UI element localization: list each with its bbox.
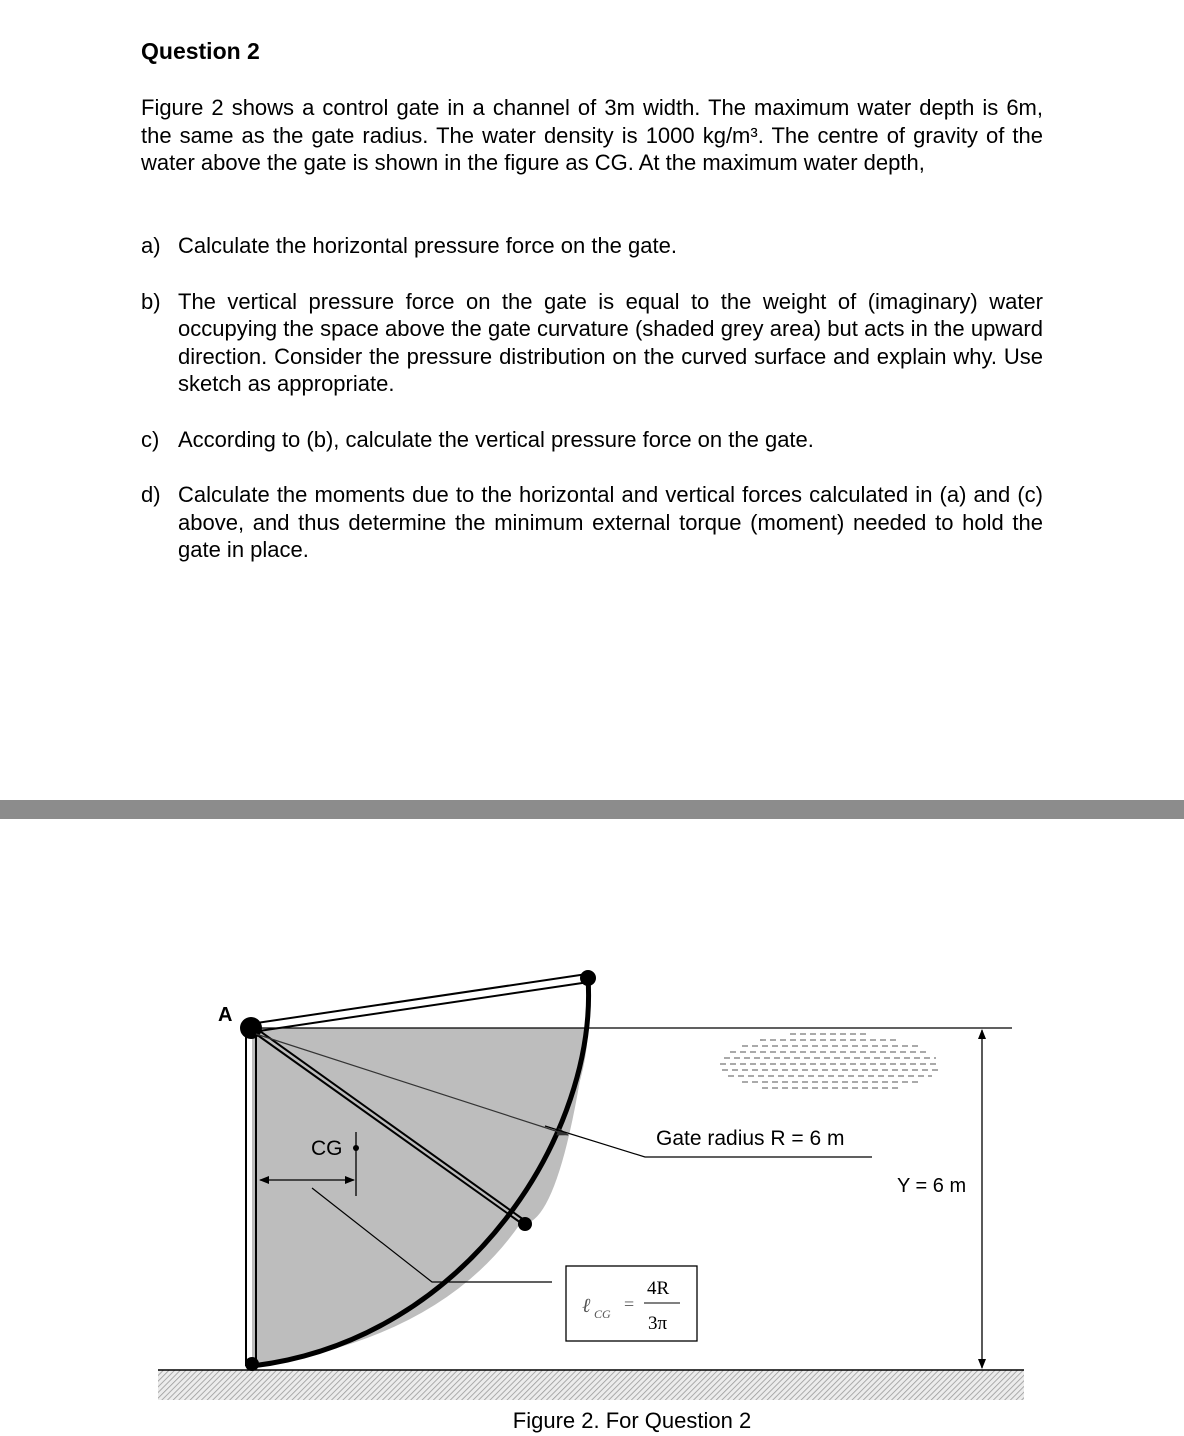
gate-top-strut-b <box>252 982 589 1032</box>
question-intro: Figure 2 shows a control gate in a channel of 3m width. The maximum water depth is 6m, the same as the gate radius. The water density is 1000 kg/m³. The centre of gravity of the water above the gate is shown in the figure as CG. At the maximum water depth, <box>141 95 1043 175</box>
gate-top-joint <box>580 970 596 986</box>
part-letter: d) <box>141 482 161 507</box>
formula-lhs: ℓ <box>582 1295 591 1317</box>
page-break-bar <box>0 800 1184 819</box>
gate-mid-joint <box>518 1217 532 1231</box>
part-d <box>141 481 1043 564</box>
formula-equals: = <box>624 1294 635 1314</box>
gate-bottom-joint <box>245 1357 259 1371</box>
part-a <box>141 232 1043 260</box>
radius-label: Gate radius R = 6 m <box>656 1127 845 1150</box>
water-ripple-pattern <box>720 1034 940 1088</box>
formula-lhs-sub: CG <box>594 1307 611 1321</box>
part-b <box>141 288 1043 398</box>
gate-top-strut-a <box>250 974 587 1024</box>
part-text: Calculate the horizontal pressure force on the gate. <box>178 233 677 258</box>
part-text: The vertical pressure force on the gate is equal to the weight of (imaginary) water occupying the space above the gate curvature (shaded grey area) but acts in the upward direction. Consider the pressure distribution on the curved surface and explain why. Use sketch as appropriate. <box>178 288 1043 396</box>
cg-label: CG <box>311 1137 343 1160</box>
hinge-joint <box>240 1017 262 1039</box>
hinge-label: A <box>218 1004 233 1026</box>
part-text: Calculate the moments due to the horizontal and vertical forces calculated in (a) and (c) above, and thus determine the minimum external torque (moment) needed to hold the gate in place. <box>178 482 1043 562</box>
depth-label: Y = 6 m <box>897 1175 967 1197</box>
question-title: Question 2 <box>141 38 260 64</box>
part-letter: b) <box>141 288 161 314</box>
part-text: According to (b), calculate the vertical pressure force on the gate. <box>178 426 814 452</box>
part-letter: a) <box>141 233 161 258</box>
question-parts <box>141 232 1043 592</box>
formula-denominator: 3π <box>648 1313 668 1334</box>
ground-hatch <box>158 1370 1024 1400</box>
part-letter: c) <box>141 426 160 452</box>
figure-caption: Figure 2. For Question 2 <box>512 1408 752 1433</box>
gate-figure <box>0 960 1184 1400</box>
part-c <box>141 426 1043 454</box>
formula-numerator: 4R <box>647 1278 670 1299</box>
